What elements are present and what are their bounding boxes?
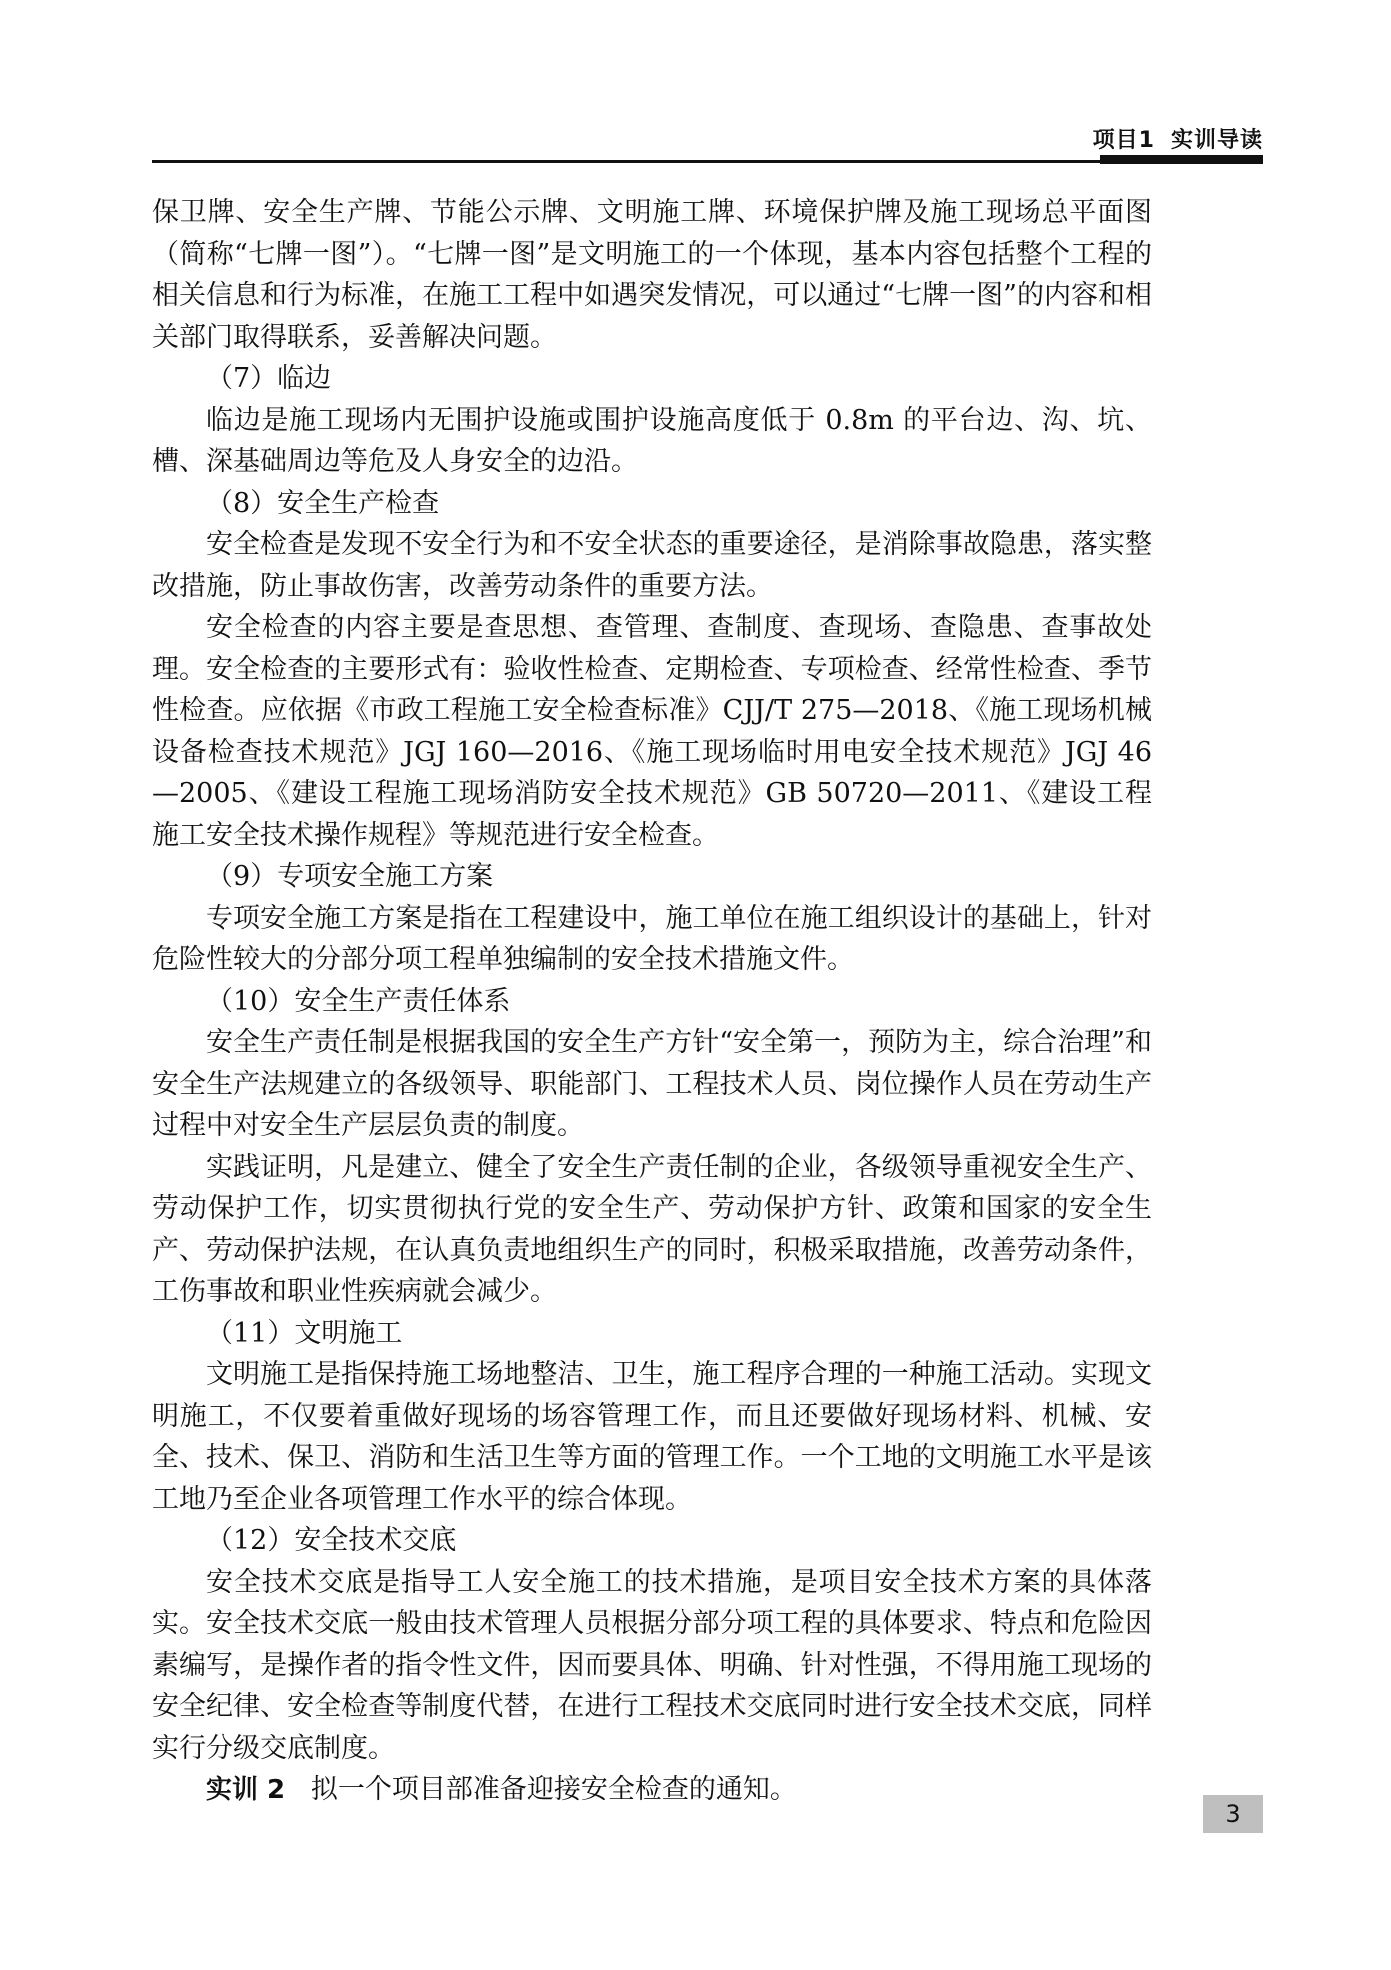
paragraph-12: 安全技术交底是指导工人安全施工的技术措施，是项目安全技术方案的具体落实。安全技术交底一般由技术管理人员根据分部分项工程的具体要求、特点和危险因素编写，是操作者的指令性文件，因而要具体、明确、针对性强，不得用施工现场的安全纪律、安全检查等制度代替，在进行工程技术交底同时进行安全技术交底，同样实行分级交底制度。 <box>152 1566 1152 1764</box>
header-rule <box>152 160 1263 163</box>
heading-10: （10）安全生产责任体系 <box>206 985 511 1017</box>
paragraph-8b: 安全检查的内容主要是查思想、查管理、查制度、查现场、查隐患、查事故处理。安全检查的主要形式有：验收性检查、定期检查、专项检查、经常性检查、季节性检查。应依据《市政工程施工安全检查标准》CJJ/T 275—2018、《施工现场机械设备检查技术规范》JGJ 160—2016、《施工现场临时用电安全技术规范》JGJ 46—2005、《建设工程施工现场消防安全技术规范》GB 50720—2011、《建设工程施工安全技术操作规程》等规范进行安全检查。 <box>152 612 1152 851</box>
paragraph-9: 专项安全施工方案是指在工程建设中，施工单位在施工组织设计的基础上，针对危险性较大的分部分项工程单独编制的安全技术措施文件。 <box>152 902 1152 975</box>
paragraph-10a: 安全生产责任制是根据我国的安全生产方针“安全第一，预防为主，综合治理”和安全生产法规建立的各级领导、职能部门、工程技术人员、岗位操作人员在劳动生产过程中对安全生产层层负责的制度。 <box>152 1027 1152 1141</box>
training-2-label: 实训 2 <box>206 1775 286 1805</box>
paragraph-10b: 实践证明，凡是建立、健全了安全生产责任制的企业，各级领导重视安全生产、劳动保护工作，切实贯彻执行党的安全生产、劳动保护方针、政策和国家的安全生产、劳动保护法规，在认真负责地组织生产的同时，积极采取措施，改善劳动条件，工伤事故和职业性疾病就会减少。 <box>152 1151 1152 1307</box>
running-header <box>0 110 1391 170</box>
header-project: 项目1 <box>1092 127 1155 153</box>
page-body <box>152 192 1152 1812</box>
page-number: 3 <box>1203 1795 1263 1833</box>
heading-7: （7）临边 <box>206 363 332 394</box>
heading-12: （12）安全技术交底 <box>206 1525 457 1556</box>
heading-9: （9）专项安全施工方案 <box>206 861 494 892</box>
header-title: 实训导读 <box>1170 127 1263 153</box>
paragraph-8a: 安全检查是发现不安全行为和不安全状态的重要途径，是消除事故隐患，落实整改措施，防止事故伤害，改善劳动条件的重要方法。 <box>152 529 1152 602</box>
training-2 <box>152 1769 1152 1812</box>
paragraph-7: 临边是施工现场内无围护设施或围护设施高度低于 0.8m 的平台边、沟、坑、槽、深基础周边等危及人身安全的边沿。 <box>152 404 1152 477</box>
heading-11: （11）文明施工 <box>206 1317 403 1349</box>
paragraph-continued: 保卫牌、安全生产牌、节能公示牌、文明施工牌、环境保护牌及施工现场总平面图（简称“七牌一图”）。“七牌一图”是文明施工的一个体现，基本内容包括整个工程的相关信息和行为标准，在施工工程中如遇突发情况，可以通过“七牌一图”的内容和相关部门取得联系，妥善解决问题。 <box>152 197 1152 353</box>
paragraph-11: 文明施工是指保持施工场地整洁、卫生，施工程序合理的一种施工活动。实现文明施工，不仅要着重做好现场的场容管理工作，而且还要做好现场材料、机械、安全、技术、保卫、消防和生活卫生等方面的管理工作。一个工地的文明施工水平是该工地乃至企业各项管理工作水平的综合体现。 <box>152 1359 1152 1515</box>
header-label <box>1093 118 1263 158</box>
heading-8: （8）安全生产检查 <box>206 487 440 519</box>
training-2-text: 拟一个项目部准备迎接安全检查的通知。 <box>310 1774 797 1805</box>
